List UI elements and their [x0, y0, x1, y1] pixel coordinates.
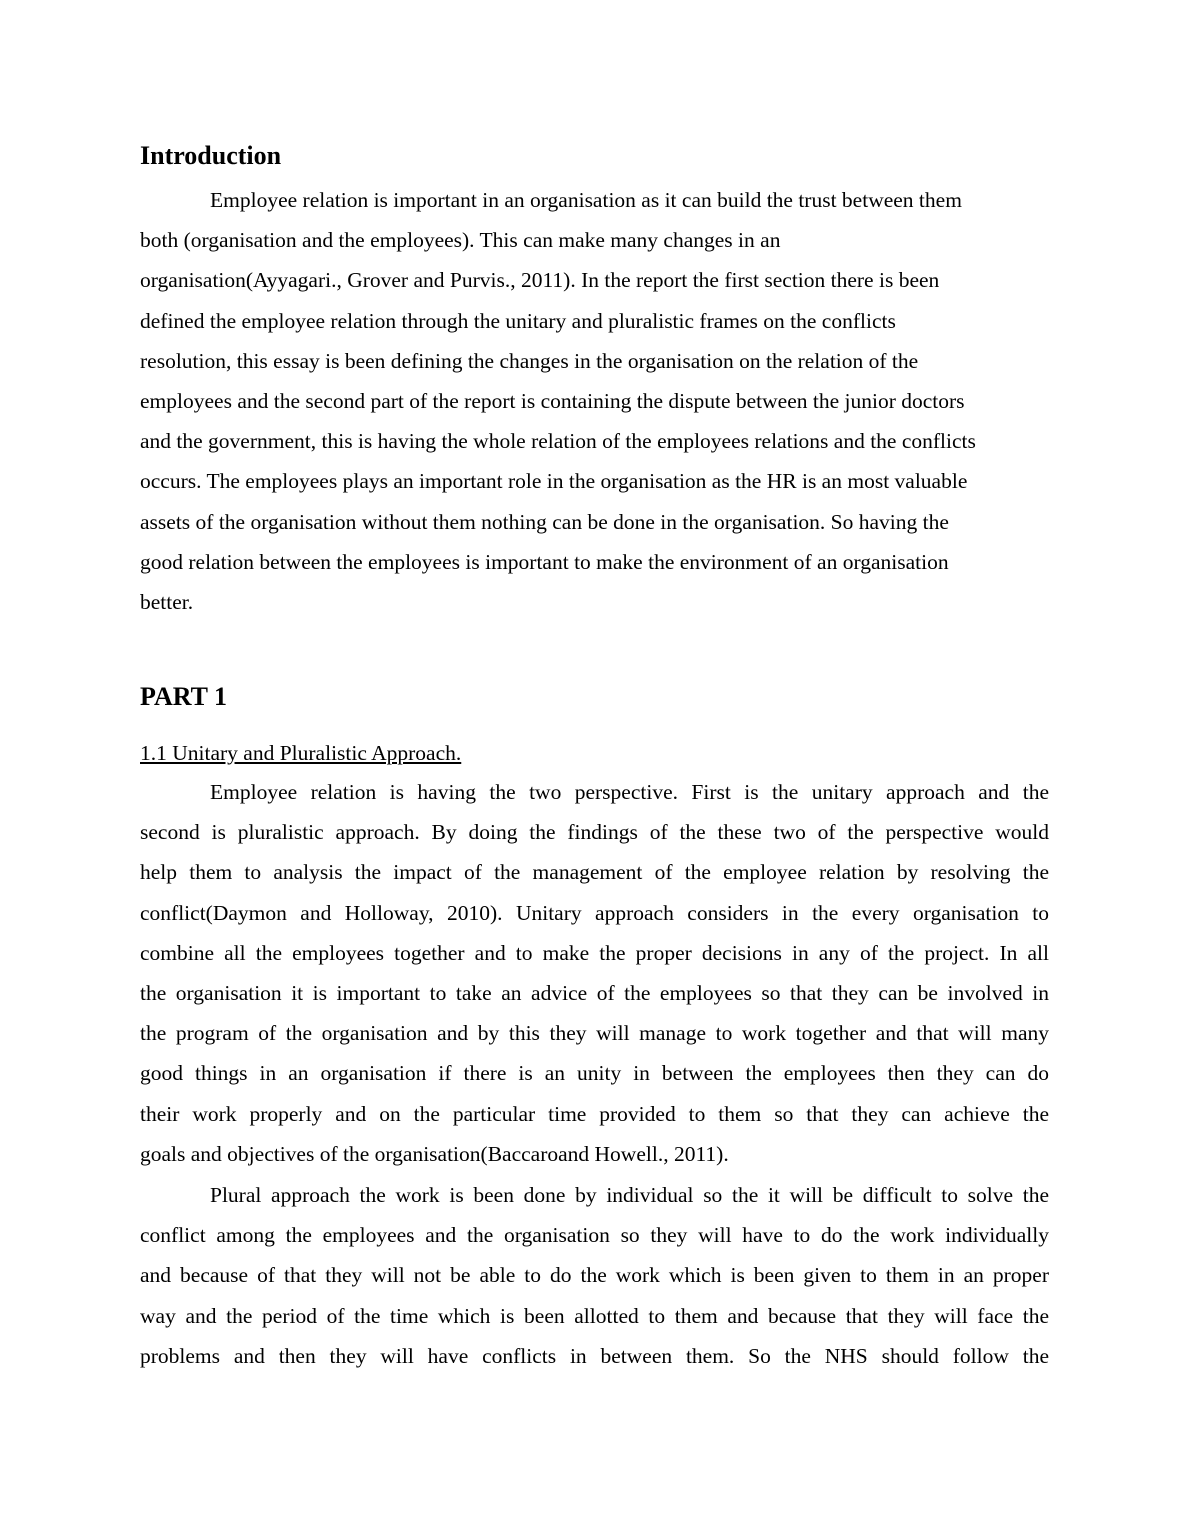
text-line: both (organisation and the employees). This can make many changes in an — [140, 228, 781, 253]
text-line: employees and the second part of the report is containing the dispute between the junior doctors — [140, 389, 965, 414]
text-line: combine all the employees together and to make the proper decisions in any of the project. In all — [140, 940, 1049, 965]
text-line: occurs. The employees plays an important role in the organisation as the HR is an most valuable — [140, 469, 968, 494]
text-line: organisation(Ayyagari., Grover and Purvis., 2011). In the report the first section there is been — [140, 268, 940, 293]
text-line: their work properly and on the particular time provided to them so that they can achieve the — [140, 1101, 1049, 1126]
introduction-paragraph — [140, 180, 1050, 622]
text-line: Employee relation is important in an organisation as it can build the trust between them — [210, 188, 962, 212]
text-line: conflict(Daymon and Holloway, 2010). Unitary approach considers in the every organisation to — [140, 900, 1049, 925]
text-line: conflict among the employees and the organisation so they will have to do the work individually — [140, 1223, 1049, 1248]
text-line: and because of that they will not be able to do the work which is been given to them in an proper — [140, 1263, 1049, 1288]
part1-heading: PART 1 — [140, 682, 227, 711]
text-line: good things in an organisation if there is an unity in between the employees then they can do — [140, 1061, 1049, 1086]
text-line: resolution, this essay is been defining the changes in the organisation on the relation of the — [140, 348, 919, 373]
text-line: assets of the organisation without them nothing can be done in the organisation. So having the — [140, 509, 949, 534]
plural-paragraph — [140, 1175, 1049, 1376]
unitary-pluralistic-subheading: 1.1 Unitary and Pluralistic Approach. — [140, 741, 462, 765]
unitary-paragraph — [140, 772, 1049, 1174]
introduction-heading: Introduction — [140, 141, 282, 170]
text-line: the organisation it is important to take an advice of the employees so that they can be involved in — [140, 981, 1049, 1006]
text-line: and the government, this is having the whole relation of the employees relations and the conflicts — [140, 429, 976, 454]
text-line: defined the employee relation through the unitary and pluralistic frames on the conflicts — [140, 308, 896, 333]
text-line: the program of the organisation and by this they will manage to work together and that will many — [140, 1021, 1049, 1046]
text-line: problems and then they will have conflicts in between them. So the NHS should follow the — [140, 1343, 1049, 1368]
text-line: goals and objectives of the organisation(Baccaroand Howell., 2011). — [140, 1141, 729, 1166]
text-line: Employee relation is having the two perspective. First is the unitary approach and the — [210, 780, 1049, 804]
text-line: better. — [140, 590, 194, 615]
text-line: second is pluralistic approach. By doing the findings of the these two of the perspective would — [140, 820, 1049, 845]
text-line: good relation between the employees is important to make the environment of an organisation — [140, 549, 949, 574]
text-line: way and the period of the time which is been allotted to them and because that they will face the — [140, 1303, 1049, 1328]
text-line: Plural approach the work is been done by individual so the it will be difficult to solve the — [210, 1183, 1049, 1207]
text-line: help them to analysis the impact of the management of the employee relation by resolving the — [140, 860, 1049, 885]
